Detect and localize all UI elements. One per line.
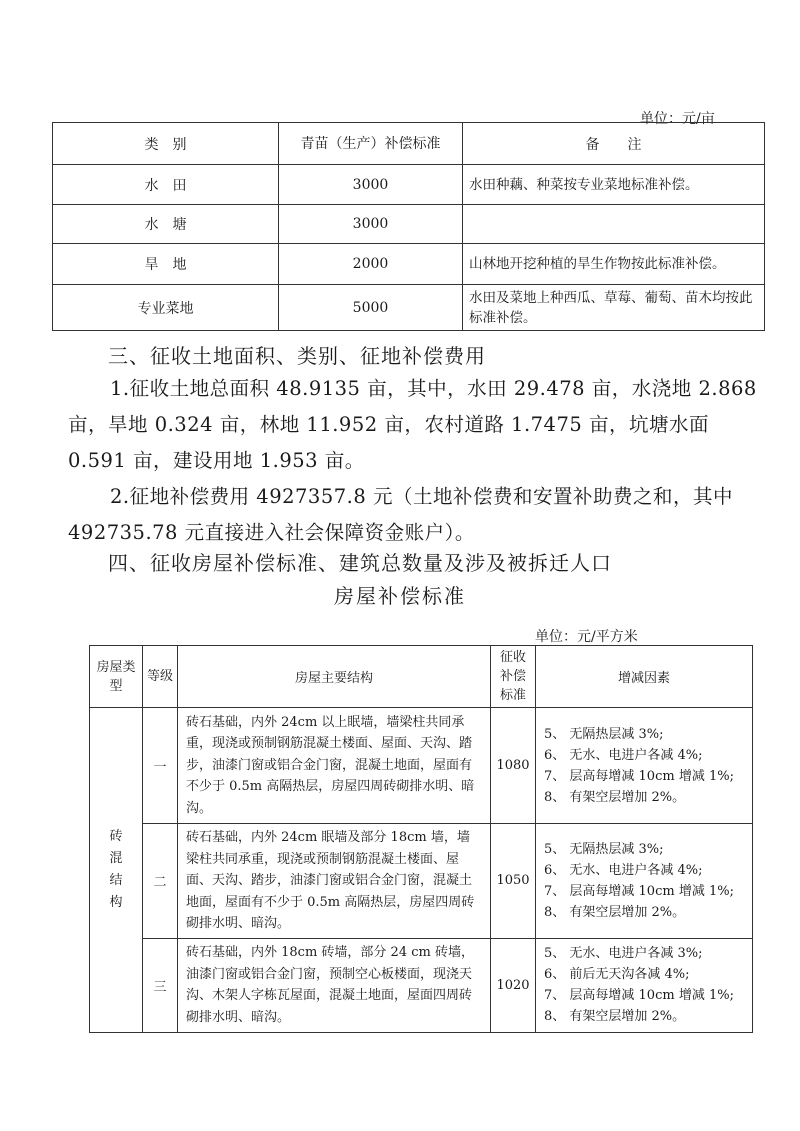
grade-cell: 一 — [143, 708, 178, 824]
section-heading-4: 四、征收房屋补偿标准、建筑总数量及涉及被拆迁人口 — [108, 551, 612, 575]
unit-label-acre: 单位：元/亩 — [640, 111, 715, 127]
row-category: 专业菜地 — [53, 285, 279, 331]
table-row — [90, 824, 753, 939]
house-table-title: 房屋补偿标准 — [334, 584, 466, 608]
header-structure: 房屋主要结构 — [178, 646, 491, 708]
row-amount: 2000 — [279, 244, 463, 285]
factor-item: 5、 无隔热层减 3%; — [544, 841, 664, 857]
structure-cell: 砖石基础，内外 18cm 砖墙，部分 24 cm 砖墙，油漆门窗或铝合金门窗，预制空心板楼面，现浇天沟、木架人字栋瓦屋面，混凝土地面，屋面四周砖砌排水明、暗沟。 — [178, 938, 491, 1032]
header-amount: 青苗（生产）补偿标准 — [279, 123, 463, 165]
table-row — [53, 285, 765, 331]
price-cell: 1050 — [491, 824, 536, 939]
table-row — [53, 244, 765, 285]
row-note: 水田及菜地上种西瓜、草莓、葡萄、苗木均按此标准补偿。 — [463, 285, 765, 331]
factor-item: 6、 前后无天沟各减 4%; — [544, 967, 690, 982]
header-factors: 增减因素 — [536, 646, 753, 708]
crop-compensation-table — [52, 122, 765, 331]
table-row — [90, 708, 753, 824]
factor-item: 8、 有架空层增加 2%。 — [544, 1009, 686, 1024]
row-amount: 3000 — [279, 165, 463, 205]
table-row — [90, 938, 753, 1032]
section-heading-3: 三、征收土地面积、类别、征地补偿费用 — [108, 344, 486, 368]
table-row — [53, 165, 765, 205]
row-note — [463, 205, 765, 244]
header-house-type: 房屋类型 — [90, 646, 143, 708]
factors-cell — [536, 708, 753, 824]
row-amount: 3000 — [279, 205, 463, 244]
structure-cell: 砖石基础，内外 24cm 眠墙及部分 18cm 墙，墙梁柱共同承重，现浇或预制钢筋混凝土楼面、屋面、天沟、踏步，油漆门窗或铝合金门窗，混凝土地面，屋面有不少于 0.5m 高隔热层，房屋四周砖砌排水明、暗沟。 — [178, 824, 491, 939]
grade-cell: 二 — [143, 824, 178, 939]
header-price: 征收补偿标准 — [491, 646, 536, 708]
factor-item: 7、 层高每增减 10cm 增减 1%; — [544, 768, 734, 784]
factor-item: 7、 层高每增减 10cm 增减 1%; — [544, 988, 734, 1003]
factor-item: 8、 有架空层增加 2%。 — [544, 904, 686, 920]
row-category: 水 田 — [53, 165, 279, 205]
header-grade: 等级 — [143, 646, 178, 708]
factors-cell — [536, 938, 753, 1032]
header-note: 备 注 — [463, 123, 765, 165]
price-cell: 1080 — [491, 708, 536, 824]
factor-item: 5、 无水、电进户各减 3%; — [544, 946, 703, 961]
grade-cell: 三 — [143, 938, 178, 1032]
table-header-row — [90, 646, 753, 708]
row-note: 山林地开挖种植的旱生作物按此标准补偿。 — [463, 244, 765, 285]
row-amount: 5000 — [279, 285, 463, 331]
row-category: 旱 地 — [53, 244, 279, 285]
table-row — [53, 205, 765, 244]
price-cell: 1020 — [491, 938, 536, 1032]
structure-cell: 砖石基础，内外 24cm 以上眠墙，墙梁柱共同承重，现浇或预制钢筋混凝土楼面、屋面、天沟、踏步，油漆门窗或铝合金门窗，混凝土地面，屋面有不少于 0.5m 高隔热层，房屋四周砖砌排水明、暗沟。 — [178, 708, 491, 824]
factor-item: 6、 无水、电进户各减 4%; — [544, 862, 703, 878]
factor-item: 6、 无水、电进户各减 4%; — [544, 747, 703, 763]
factors-cell — [536, 824, 753, 939]
header-category: 类 别 — [53, 123, 279, 165]
factor-item: 7、 层高每增减 10cm 增减 1%; — [544, 883, 734, 899]
paragraph-compensation-fee: 2.征地补偿费用 4927357.8 元（土地补偿费和安置补助费之和，其中 492735.78 元直接进入社会保障资金账户）。 — [68, 485, 733, 544]
factor-item: 8、 有架空层增加 2%。 — [544, 789, 686, 805]
unit-label-sqm: 单位：元/平方米 — [535, 629, 638, 645]
house-compensation-table — [89, 645, 753, 1033]
house-type-cell: 砖混结构 — [90, 708, 143, 1033]
row-note: 水田种藕、种菜按专业菜地标准补偿。 — [463, 165, 765, 205]
table-header-row — [53, 123, 765, 165]
row-category: 水 塘 — [53, 205, 279, 244]
paragraph-land-area: 1.征收土地总面积 48.9135 亩，其中，水田 29.478 亩，水浇地 2.868 亩，旱地 0.324 亩，林地 11.952 亩，农村道路 1.7475 亩，坑塘水面 0.591 亩，建设用地 1.953 亩。 — [68, 377, 757, 472]
factor-item: 5、 无隔热层减 3%; — [544, 726, 664, 742]
